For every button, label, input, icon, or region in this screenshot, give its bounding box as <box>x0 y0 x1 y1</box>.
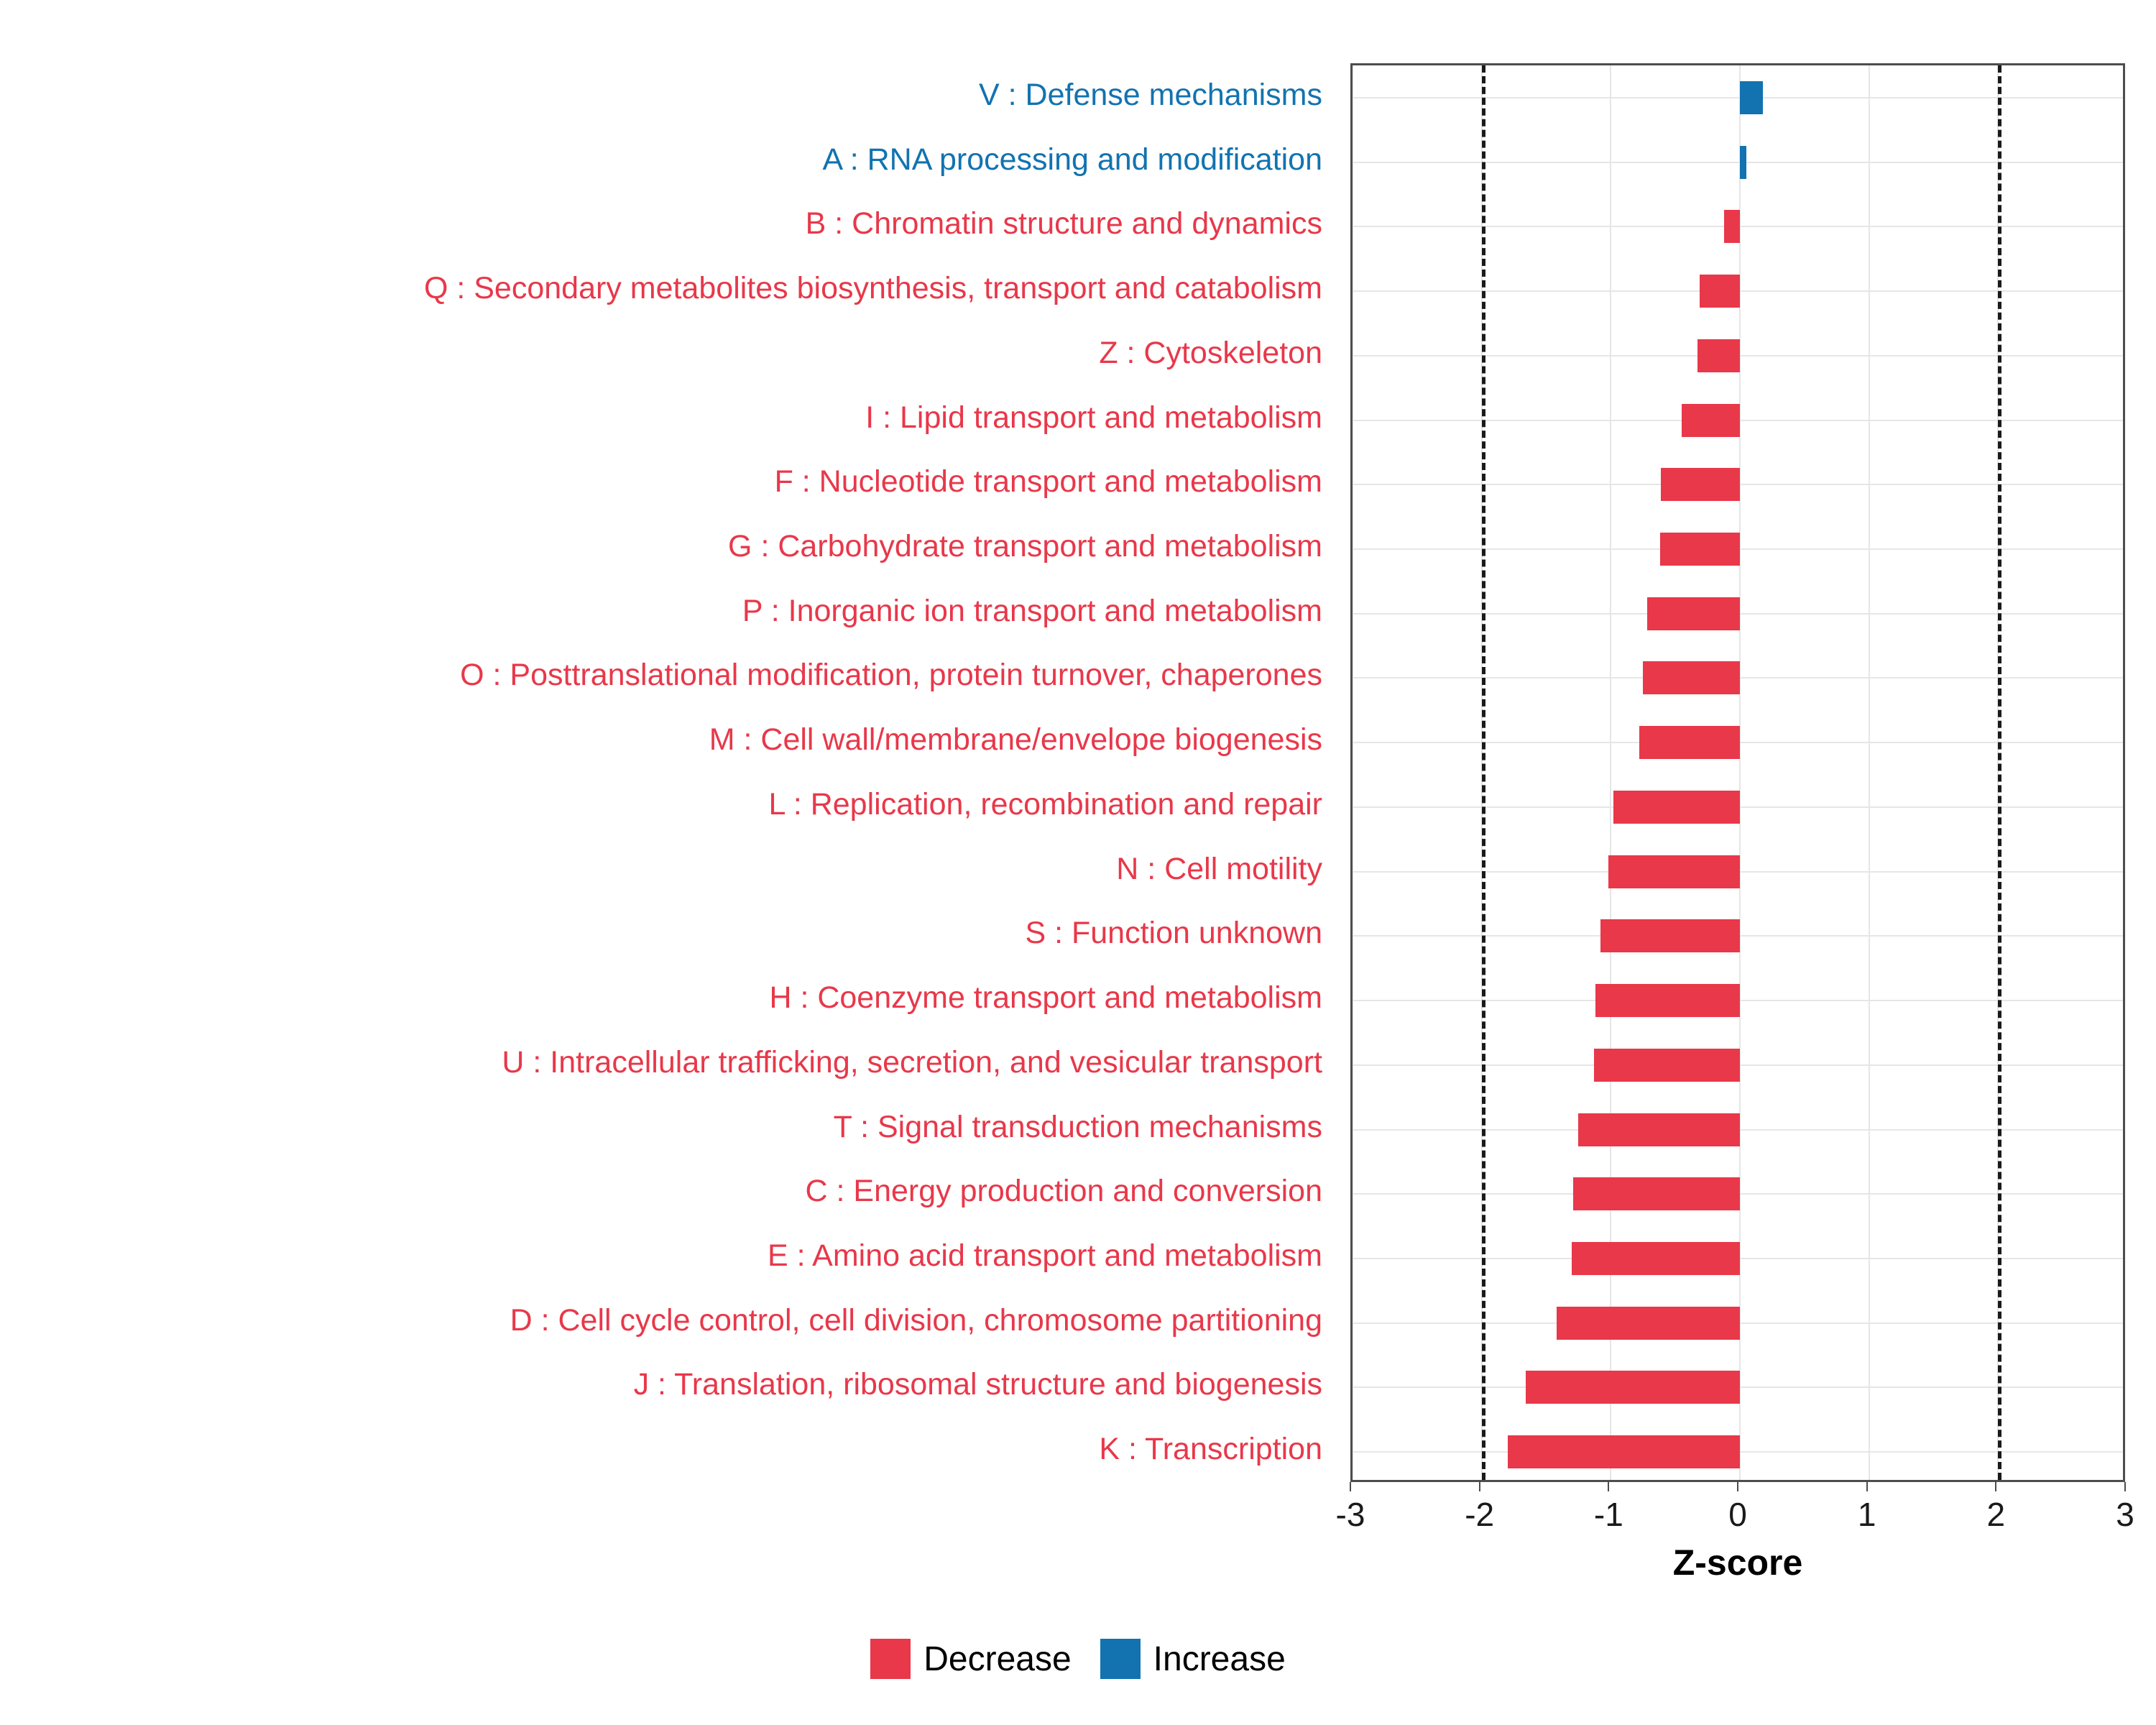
legend-swatch <box>1100 1639 1141 1679</box>
plot-panel <box>1350 63 2125 1482</box>
y-tick-mark <box>1350 935 1353 937</box>
category-label: L : Replication, recombination and repair <box>768 786 1322 822</box>
y-tick-mark <box>1350 1129 1353 1131</box>
y-tick-mark <box>1350 420 1353 421</box>
x-tick-label: -2 <box>1465 1496 1495 1533</box>
category-label: B : Chromatin structure and dynamics <box>805 206 1322 242</box>
y-tick-mark <box>1350 97 1353 98</box>
category-label: G : Carbohydrate transport and metabolism <box>728 529 1322 564</box>
x-tick-mark <box>2124 1482 2126 1491</box>
category-label: J : Translation, ribosomal structure and biogenesis <box>633 1367 1322 1402</box>
category-label: E : Amino acid transport and metabolism <box>768 1238 1322 1273</box>
y-tick-mark <box>1350 226 1353 227</box>
bar <box>1557 1307 1740 1340</box>
gridline-horizontal <box>1353 97 2123 98</box>
y-tick-mark <box>1350 484 1353 485</box>
legend-item <box>1100 1639 1286 1679</box>
y-tick-mark <box>1350 1064 1353 1066</box>
gridline-vertical <box>1352 65 1353 1480</box>
y-tick-mark <box>1350 1193 1353 1195</box>
category-label: I : Lipid transport and metabolism <box>865 400 1322 435</box>
category-label: P : Inorganic ion transport and metabolism <box>742 593 1322 628</box>
bar <box>1660 533 1740 566</box>
y-tick-mark <box>1350 1386 1353 1388</box>
bar <box>1682 404 1740 437</box>
bar <box>1647 597 1740 630</box>
bar <box>1595 984 1740 1017</box>
category-label: D : Cell cycle control, cell division, chromosome partitioning <box>510 1302 1322 1338</box>
bar <box>1724 210 1740 243</box>
category-label: V : Defense mechanisms <box>979 78 1322 112</box>
y-tick-mark <box>1350 162 1353 163</box>
x-tick-label: 3 <box>2116 1496 2134 1533</box>
category-label: O : Posttranslational modification, protein turnover, chaperones <box>460 658 1322 693</box>
y-tick-mark <box>1350 1258 1353 1259</box>
x-tick-label: 0 <box>1728 1496 1747 1533</box>
bar <box>1613 791 1740 824</box>
bar <box>1573 1177 1740 1210</box>
bar <box>1639 726 1740 759</box>
bar <box>1697 339 1740 372</box>
category-label: S : Function unknown <box>1025 916 1322 951</box>
y-tick-mark <box>1350 613 1353 615</box>
bar <box>1643 661 1740 694</box>
bar <box>1594 1049 1740 1082</box>
category-label: F : Nucleotide transport and metabolism <box>774 464 1322 500</box>
y-tick-mark <box>1350 548 1353 550</box>
category-label: U : Intracellular trafficking, secretion, and vesicular transport <box>502 1044 1322 1080</box>
gridline-vertical <box>1869 65 1870 1480</box>
category-axis-labels <box>0 63 1338 1482</box>
bar <box>1578 1113 1740 1146</box>
gridline-horizontal <box>1353 162 2123 163</box>
x-tick-label: 1 <box>1857 1496 1876 1533</box>
legend-label: Increase <box>1153 1639 1286 1678</box>
bar <box>1526 1371 1740 1404</box>
y-tick-mark <box>1350 1322 1353 1324</box>
x-tick-label: 2 <box>1986 1496 2006 1533</box>
legend-swatch <box>870 1639 911 1679</box>
reference-line <box>1998 65 2001 1480</box>
x-tick-mark <box>1350 1482 1351 1491</box>
category-label: H : Coenzyme transport and metabolism <box>769 980 1322 1016</box>
y-tick-mark <box>1350 290 1353 292</box>
bar <box>1740 146 1746 179</box>
x-tick-label: -3 <box>1335 1496 1365 1533</box>
y-tick-mark <box>1350 871 1353 873</box>
x-tick-mark <box>1737 1482 1738 1491</box>
category-label: T : Signal transduction mechanisms <box>833 1109 1322 1144</box>
x-axis-title: Z-score <box>1672 1542 1803 1583</box>
y-tick-mark <box>1350 1000 1353 1001</box>
x-tick-mark <box>1479 1482 1480 1491</box>
bar <box>1700 275 1740 308</box>
y-tick-mark <box>1350 677 1353 678</box>
x-tick-mark <box>1995 1482 1996 1491</box>
category-label: C : Energy production and conversion <box>805 1174 1322 1209</box>
x-tick-mark <box>1608 1482 1609 1491</box>
bar <box>1508 1435 1740 1468</box>
bar <box>1740 81 1763 114</box>
y-tick-mark <box>1350 355 1353 356</box>
category-label: K : Transcription <box>1099 1432 1322 1467</box>
bar <box>1600 919 1740 952</box>
chart-legend <box>0 1639 2156 1679</box>
bar <box>1661 468 1740 501</box>
legend-item <box>870 1639 1071 1679</box>
y-tick-mark <box>1350 1451 1353 1453</box>
bar <box>1608 855 1740 888</box>
reference-line <box>1482 65 1485 1480</box>
bar <box>1572 1242 1740 1275</box>
category-label: A : RNA processing and modification <box>822 142 1322 177</box>
x-tick-label: -1 <box>1593 1496 1623 1533</box>
x-tick-mark <box>1866 1482 1868 1491</box>
y-tick-mark <box>1350 742 1353 743</box>
y-tick-mark <box>1350 806 1353 808</box>
category-label: N : Cell motility <box>1116 851 1322 886</box>
category-label: M : Cell wall/membrane/envelope biogenesis <box>709 722 1322 758</box>
category-label: Q : Secondary metabolites biosynthesis, transport and catabolism <box>423 271 1322 306</box>
category-label: Z : Cytoskeleton <box>1099 335 1322 370</box>
legend-label: Decrease <box>923 1639 1072 1678</box>
